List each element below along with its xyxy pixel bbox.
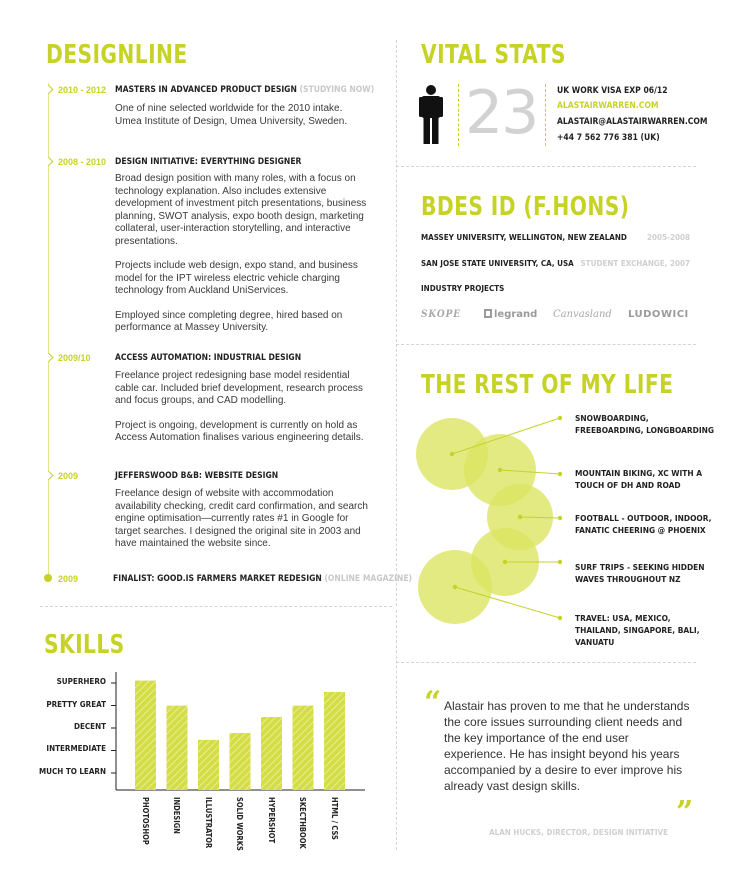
timeline-marker: [44, 353, 54, 363]
skill-bar: [167, 706, 188, 790]
skills-heading: SKILLS: [44, 630, 125, 660]
industry-projects-label: INDUSTRY PROJECTS: [421, 284, 505, 293]
column-divider: [396, 40, 397, 606]
skill-name-label: INDESIGN: [172, 797, 181, 834]
life-item: FOOTBALL - OUTDOOR, INDOOR, FANATIC CHEERING @ PHOENIX: [575, 513, 712, 535]
website-link[interactable]: ALASTAIRWARREN.COM: [557, 101, 659, 111]
life-item: SNOWBOARDING, FREEBOARDING, LONGBOARDING: [575, 413, 715, 435]
stats-divider: [458, 84, 459, 146]
life-heading: THE REST OF MY LIFE: [421, 370, 674, 400]
life-circles-graphic: [410, 400, 580, 650]
skill-name-label: PHOTOSHOP: [140, 797, 150, 845]
skill-name-label: SOLID WORKS: [235, 797, 244, 851]
quote-author: ALAN HUCKS, DIRECTOR, DESIGN INITIATIVE: [489, 828, 668, 837]
open-quote-mark: “: [424, 685, 442, 720]
skill-level-label: SUPERHERO: [56, 677, 106, 686]
skill-bar: [198, 740, 219, 790]
skill-name-label: ILLUSTRATOR: [203, 797, 213, 849]
university-name: MASSEY UNIVERSITY, WELLINGTON, NEW ZEALAND: [421, 233, 627, 242]
visa-info: UK WORK VISA EXP 06/12: [557, 86, 668, 96]
skill-bar: [230, 733, 251, 790]
skills-chart: [110, 670, 370, 795]
age-number: 23: [465, 78, 538, 148]
timeline-title: JEFFERSWOOD B&B: WEBSITE DESIGN: [115, 471, 279, 481]
timeline-body: Freelance design of website with accommodation availability checking, credit card confirmation, and search engine optimisation—currently rates #1 in Google for target searches. I designed the original site in 2003 and have maintained the website since.: [115, 488, 368, 549]
timeline-marker: [44, 471, 54, 481]
section-divider-vital: [396, 166, 696, 167]
skill-name-label: HYPERSHOT: [266, 797, 276, 844]
ludowici-logo: LUDOWICI: [628, 309, 689, 320]
bdes-heading: BDES ID (F.HONS): [421, 192, 630, 222]
timeline-marker: [44, 85, 54, 95]
person-icon: [419, 85, 443, 145]
phone-number: +44 7 562 776 381 (UK): [557, 133, 660, 143]
vital-stats-heading: VITAL STATS: [421, 40, 566, 70]
section-divider-bdes: [396, 344, 696, 345]
stats-divider: [545, 84, 546, 146]
timeline-date: 2009/10: [58, 353, 91, 363]
timeline-date: 2009: [58, 574, 79, 584]
timeline-title: DESIGN INITIATIVE: EVERYTHING DESIGNER: [115, 157, 302, 167]
skill-bar: [261, 717, 282, 790]
skill-bar: [135, 681, 156, 790]
skill-level-label: DECENT: [73, 722, 106, 731]
email-link[interactable]: ALASTAIR@ALASTAIRWARREN.COM: [557, 117, 708, 127]
skill-name-label: HTML / CSS: [329, 797, 339, 840]
timeline-body: One of nine selected worldwide for the 2010 intake. Umea Institute of Design, Umea University, Sweden.: [115, 103, 348, 127]
skope-logo: SKOPE: [421, 309, 462, 320]
timeline-end-marker: [44, 574, 52, 582]
skill-name-label: SKECTHBOOK: [298, 797, 307, 849]
timeline-title: MASTERS IN ADVANCED PRODUCT DESIGN (STUDYING NOW): [115, 85, 375, 95]
skill-level-label: MUCH TO LEARN: [39, 767, 106, 776]
timeline-body: Freelance project redesigning base model residential cable car. Included brief development, research process and focus groups, and CAD modelling. Project is ongoing, development is currently on hold as Access Automation finalises various engineering details.: [115, 370, 364, 443]
timeline-title: ACCESS AUTOMATION: INDUSTRIAL DESIGN: [115, 353, 302, 363]
skill-level-label: INTERMEDIATE: [46, 744, 106, 753]
section-divider-left: [40, 606, 392, 607]
skill-level-label: PRETTY GREAT: [46, 700, 106, 709]
timeline-body: Broad design position with many roles, with a focus on technology explanation. Also includes extensive development of investment pitch presentations, business planning, SWOT analysis, expo booth design, marketing collateral, user-interaction storytelling, and interactive presentations. Projects include web design, expo stand, and business model for the IPT wireless electric vehicle charging technology from Auckland UniServices. Employed since completing degree, hired based on performance at Massey University.: [115, 173, 367, 333]
university-note: STUDENT EXCHANGE, 2007: [580, 259, 690, 268]
canvasland-logo: Canvasland: [553, 309, 612, 320]
testimonial-quote: Alastair has proven to me that he understands the core issues surrounding client needs and the key importance of the end user experience. He has insight beyond his years accompanied by a desire to ever improve his already vast design skills.: [444, 699, 690, 793]
section-divider-life: [396, 662, 696, 663]
column-divider-lower: [396, 610, 397, 850]
close-quote-mark: ”: [676, 795, 694, 830]
life-item: MOUNTAIN BIKING, XC WITH A TOUCH OF DH AND ROAD: [575, 468, 703, 490]
skill-bar: [293, 706, 314, 790]
legrand-logo: legrand: [484, 309, 537, 321]
life-item: TRAVEL: USA, MEXICO, THAILAND, SINGAPORE, BALI, VANUATU: [575, 613, 700, 647]
university-name: SAN JOSE STATE UNIVERSITY, CA, USA: [421, 259, 574, 268]
designline-heading: DESIGNLINE: [46, 40, 188, 70]
university-note: 2005-2008: [646, 233, 690, 242]
timeline-title: FINALIST: GOOD.IS FARMERS MARKET REDESIGN (ONLINE MAGAZINE): [113, 574, 413, 584]
timeline-date: 2008 - 2010: [58, 157, 107, 167]
timeline-date: 2010 - 2012: [58, 85, 107, 95]
life-item: SURF TRIPS - SEEKING HIDDEN WAVES THROUGHOUT NZ: [575, 562, 705, 584]
skill-bar: [324, 692, 345, 790]
timeline-marker: [44, 157, 54, 167]
timeline-date: 2009: [58, 471, 79, 481]
